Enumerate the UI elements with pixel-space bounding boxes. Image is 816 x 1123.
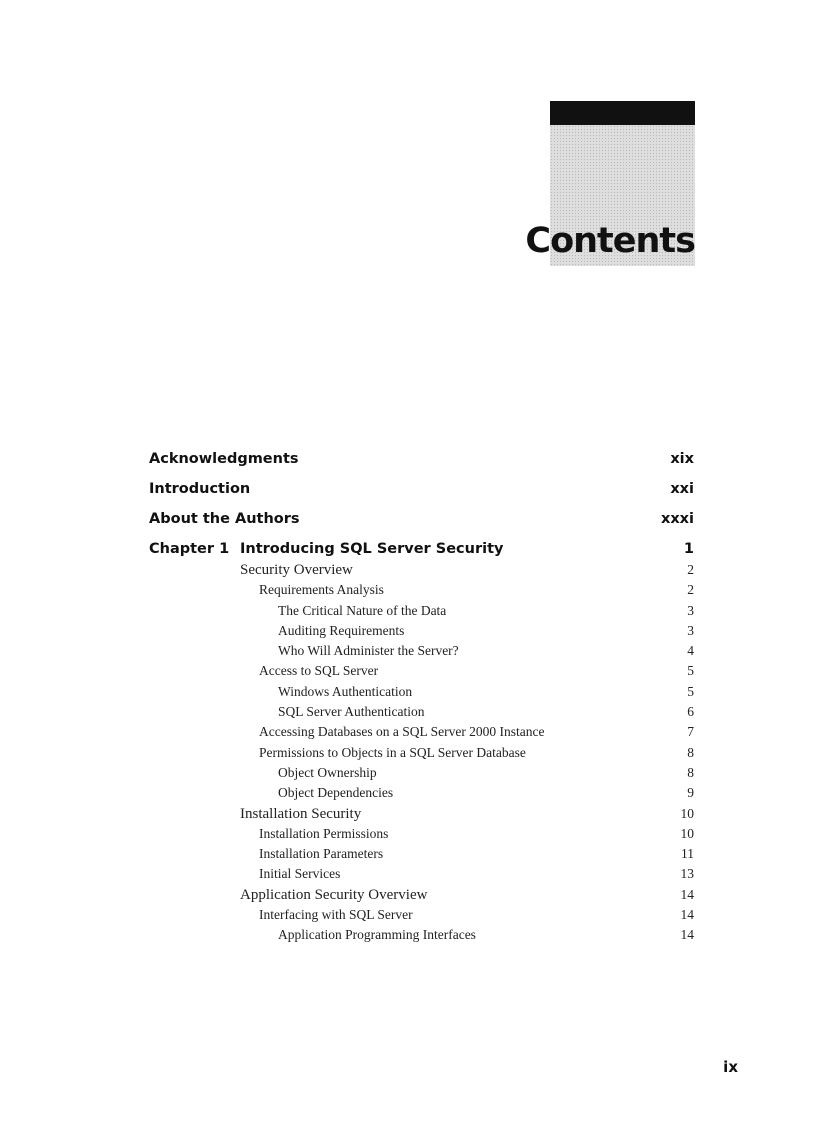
toc-entry-title: Access to SQL Server: [259, 663, 379, 679]
toc-entry-row: [149, 682, 694, 702]
toc-entry-page: xxi: [670, 481, 694, 497]
chapter-number: Chapter 1: [149, 541, 230, 557]
toc-entry-row: [149, 580, 694, 600]
toc-entry-page: 14: [680, 927, 694, 943]
toc-front-matter-row: [149, 450, 694, 480]
toc-chapter-entries: [149, 560, 694, 946]
toc-entry-row: [149, 661, 694, 681]
toc-entry-title: Interfacing with SQL Server: [259, 907, 413, 923]
toc-entry-row: [149, 804, 694, 824]
toc-entry-page: 14: [680, 886, 694, 902]
toc-entry-title: Application Programming Interfaces: [278, 927, 476, 943]
toc-entry-title: Security Overview: [240, 562, 353, 578]
toc-front-matter-row: [149, 510, 694, 540]
toc-entry-page: 5: [687, 683, 694, 699]
toc-entry-page: 10: [680, 825, 694, 841]
page-title: Contents: [525, 221, 695, 261]
toc-entry-page: 7: [687, 724, 694, 740]
toc-entry-page: 5: [687, 663, 694, 679]
toc-entry-page: xix: [670, 451, 694, 467]
toc-entry-title: Object Ownership: [278, 764, 377, 780]
toc-entry-page: 14: [680, 907, 694, 923]
toc-entry-title: Auditing Requirements: [278, 622, 405, 638]
toc-entry-title: Acknowledgments: [149, 451, 299, 467]
toc-entry-page: xxxi: [660, 511, 694, 527]
toc-entry-title: Application Security Overview: [240, 886, 428, 903]
chapter-title: Introducing SQL Server Security: [240, 541, 504, 557]
toc-entry-row: [149, 844, 694, 864]
toc-entry-title: Introduction: [149, 481, 251, 497]
heading-black-bar: [550, 101, 695, 125]
toc-entry-row: [149, 864, 694, 884]
toc-entry-page: 3: [687, 602, 694, 618]
toc-entry-title: Object Dependencies: [278, 785, 394, 801]
toc-entry-row: [149, 905, 694, 925]
toc-entry-row: [149, 783, 694, 803]
toc-entry-title: Installation Security: [240, 805, 362, 822]
toc-entry-row: [149, 641, 694, 661]
toc-entry-page: 13: [680, 866, 694, 882]
toc-entry-title: Accessing Databases on a SQL Server 2000 Instance: [259, 724, 545, 740]
toc-entry-title: Initial Services: [259, 866, 341, 882]
table-of-contents: [149, 450, 694, 946]
toc-entry-title: Requirements Analysis: [259, 582, 384, 598]
toc-entry-title: About the Authors: [149, 511, 300, 527]
chapter-page: 1: [683, 541, 694, 557]
toc-entry-title: Windows Authentication: [278, 683, 413, 699]
toc-entry-row: [149, 722, 694, 742]
toc-entry-title: The Critical Nature of the Data: [278, 602, 447, 618]
toc-entry-row: [149, 925, 694, 945]
toc-entry-page: 4: [687, 643, 694, 659]
toc-entry-title: Installation Parameters: [259, 846, 384, 862]
toc-entry-title: Who Will Administer the Server?: [278, 643, 459, 659]
toc-entry-page: 2: [687, 562, 694, 577]
toc-entry-page: 6: [687, 704, 694, 720]
toc-entry-row: [149, 885, 694, 905]
toc-entry-row: [149, 601, 694, 621]
toc-entry-page: 8: [687, 744, 694, 760]
toc-entry-title: SQL Server Authentication: [278, 704, 425, 720]
toc-entry-row: [149, 763, 694, 783]
toc-entry-page: 2: [687, 582, 694, 598]
toc-chapter-heading: [149, 540, 694, 560]
contents-heading-block: [525, 101, 695, 266]
toc-entry-page: 11: [681, 846, 694, 862]
toc-entry-title: Permissions to Objects in a SQL Server Database: [259, 744, 526, 760]
toc-entry-row: [149, 560, 694, 580]
toc-entry-row: [149, 621, 694, 641]
toc-entry-title: Installation Permissions: [259, 825, 389, 841]
toc-entry-row: [149, 702, 694, 722]
toc-entry-page: 10: [680, 805, 694, 821]
toc-entry-row: [149, 743, 694, 763]
toc-entry-page: 3: [687, 622, 694, 638]
toc-entry-row: [149, 824, 694, 844]
toc-entry-page: 9: [687, 785, 694, 801]
toc-front-matter-row: [149, 480, 694, 510]
toc-entry-page: 8: [687, 764, 694, 780]
page-number: ix: [723, 1058, 738, 1076]
